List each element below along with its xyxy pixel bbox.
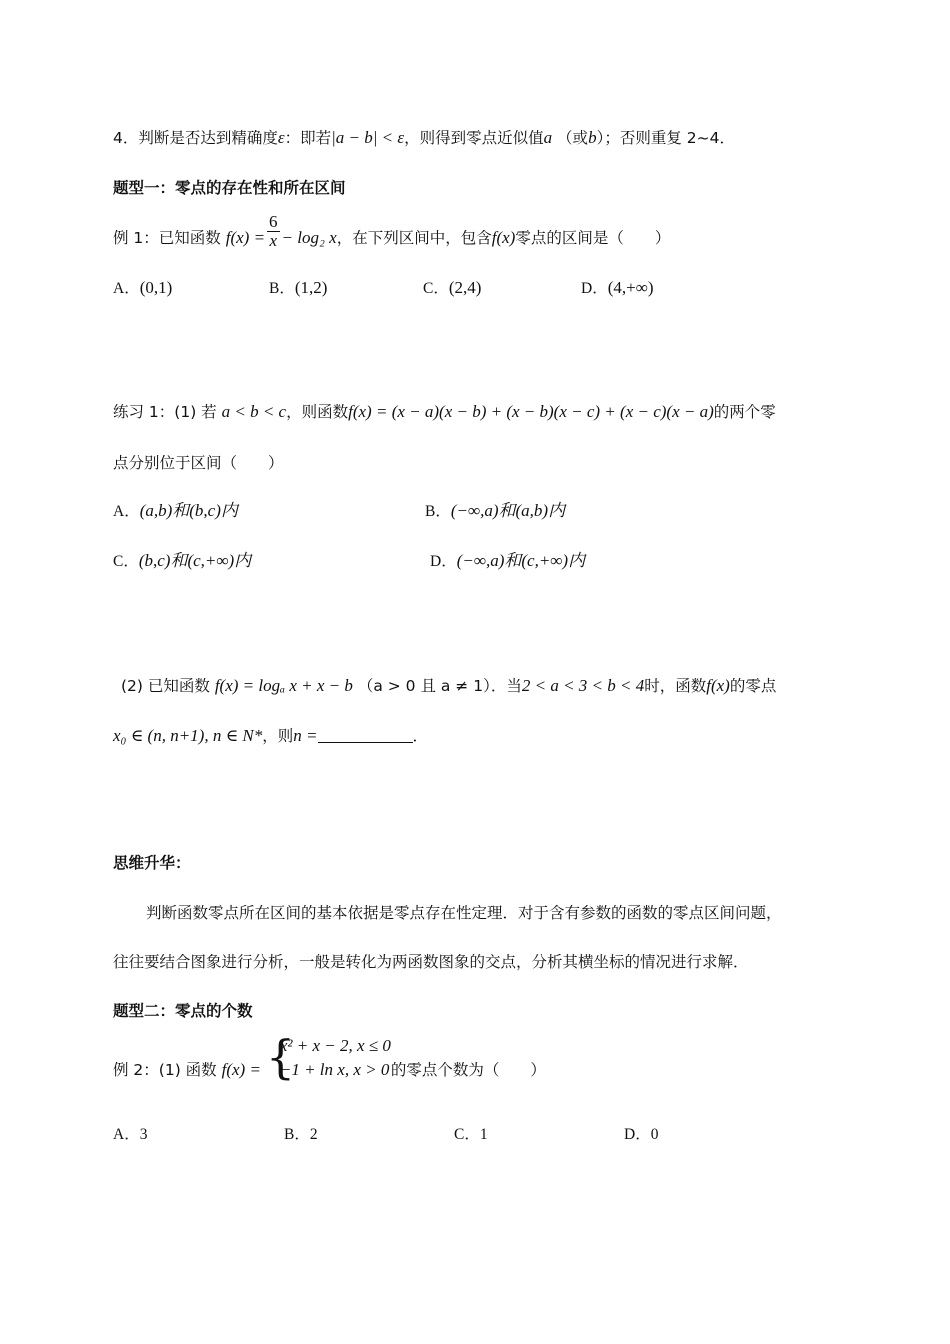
option-letter: B． [284,1126,310,1143]
practice2-expression: f(x) = logₐ x + x − b [214,676,353,695]
type2-heading: 题型二：零点的个数 [113,1002,253,1020]
practice1-option-a[interactable] [113,499,238,524]
practice1-option-b[interactable] [425,499,565,524]
practice1-line2: 点分别位于区间（ ） [113,454,284,472]
thinking-para2: 往往要结合图象进行分析，一般是转化为两函数图象的交点，分析其横坐标的情况进行求解． [113,953,749,971]
example1-text2: 零点的区间是（ ） [515,229,671,247]
practice2-then: ，则 [262,727,294,745]
epsilon: ε [277,128,285,147]
practice1-text: ，则函数 [286,403,349,421]
option-value: (−∞,a)和(c,+∞)内 [456,551,586,570]
practice2-label: (2) 已知函数 [121,677,210,695]
example1-log-term: − log₂ x [281,228,337,247]
practice1-question [113,400,776,424]
option-letter: D． [430,553,457,570]
option-value: (−∞,a)和(a,b)内 [450,501,566,520]
example1-text: ，在下列区间中，包含 [336,229,492,247]
option-value: 1 [479,1126,488,1143]
practice2-question [121,674,776,698]
thinking-para1: 判断函数零点所在区间的基本依据是零点存在性定理．对于含有参数的函数的零点区间问题， [146,904,782,922]
piecewise-case-2: −1 + ln x, x > 0 [279,1059,390,1079]
practice1-options-row1 [113,499,813,523]
option-value: (0,1) [139,278,173,297]
step4-suffix: ）；否则重复 2~4． [596,129,735,147]
option-letter: C． [454,1126,480,1143]
practice1-option-d[interactable] [430,549,585,574]
option-letter: A． [113,503,140,520]
practice2-n: n = [293,726,318,745]
example2-option-c[interactable] [454,1123,488,1147]
example2-label: 例 2：(1) 函数 [113,1061,217,1079]
example2-option-a[interactable] [113,1123,147,1147]
practice1-expression: f(x) = (x − a)(x − b) + (x − b)(x − c) + (x − c)(x − a) [348,402,714,421]
example1-label: 例 1：已知函数 [113,229,221,247]
option-value: (2,4) [448,278,482,297]
option-value: (1,2) [294,278,328,297]
precision-condition: |a − b| < ε [331,128,405,147]
step4-orb: （或 [557,129,589,147]
option-letter: D． [624,1126,651,1143]
thinking-heading: 思维升华： [113,854,191,872]
example1-option-d[interactable] [581,276,653,301]
example1-question [113,212,671,250]
practice1-options-row2 [113,549,813,573]
option-letter: A． [113,1126,140,1143]
practice2-fx: f(x) [706,676,730,695]
option-value: 2 [309,1126,318,1143]
practice2-text2: 时，函数 [644,677,707,695]
example2-question [113,1029,546,1088]
example2-fx: f(x) = [221,1060,261,1079]
option-letter: A． [113,280,140,297]
practice2-domain: x₀ ∈ (n, n+1), n ∈ N* [113,726,263,745]
option-value: (4,+∞) [607,278,654,297]
brace-icon: { [265,1029,296,1084]
example2-text: 的零点个数为（ ） [390,1061,546,1079]
example2-option-b[interactable] [284,1123,318,1147]
practice2-condition: （a > 0 且 a ≠ 1） [357,677,491,695]
example1-options [113,276,813,300]
step4-a: a [543,128,553,147]
example1-fx2: f(x) [491,228,516,247]
option-letter: C． [423,280,449,297]
option-letter: D． [581,280,608,297]
example2-option-d[interactable] [624,1123,658,1147]
step4-prefix: 4．判断是否达到精确度 [113,129,278,147]
practice1-label: 练习 1：(1) 若 [113,403,217,421]
practice2-line2 [113,724,428,748]
answer-blank[interactable] [318,726,413,743]
fraction-denominator: x [269,231,278,250]
practice2-text: ．当 [490,677,522,695]
practice1-condition: a < b < c [221,402,287,421]
piecewise-function [265,1029,391,1084]
example1-option-b[interactable] [269,276,327,301]
practice2-text3: 的零点 [729,677,777,695]
example1-fx: f(x) = [225,228,266,247]
example2-options [113,1123,813,1147]
option-letter: C． [113,553,139,570]
step4-line [113,126,735,150]
step4-mid: ：即若 [284,129,332,147]
step4-then: ，则得到零点近似值 [404,129,544,147]
example1-option-c[interactable] [423,276,481,301]
type1-heading: 题型一：零点的存在性和所在区间 [113,179,346,197]
piecewise-case-1: x² + x − 2, x ≤ 0 [279,1035,391,1055]
option-value: 0 [650,1126,659,1143]
option-letter: B． [425,503,451,520]
step4-b: b [588,128,597,147]
option-value: (b,c)和(c,+∞)内 [138,551,252,570]
practice2-range: 2 < a < 3 < b < 4 [521,676,645,695]
practice2-end: ． [412,727,429,745]
option-value: (a,b)和(b,c)内 [139,501,238,520]
option-letter: B． [269,280,295,297]
example1-option-a[interactable] [113,276,172,301]
practice1-option-c[interactable] [113,549,251,574]
fraction-numerator: 6 [269,212,278,231]
option-value: 3 [139,1126,148,1143]
example1-fraction [267,213,280,250]
practice1-text2: 的两个零 [713,403,776,421]
